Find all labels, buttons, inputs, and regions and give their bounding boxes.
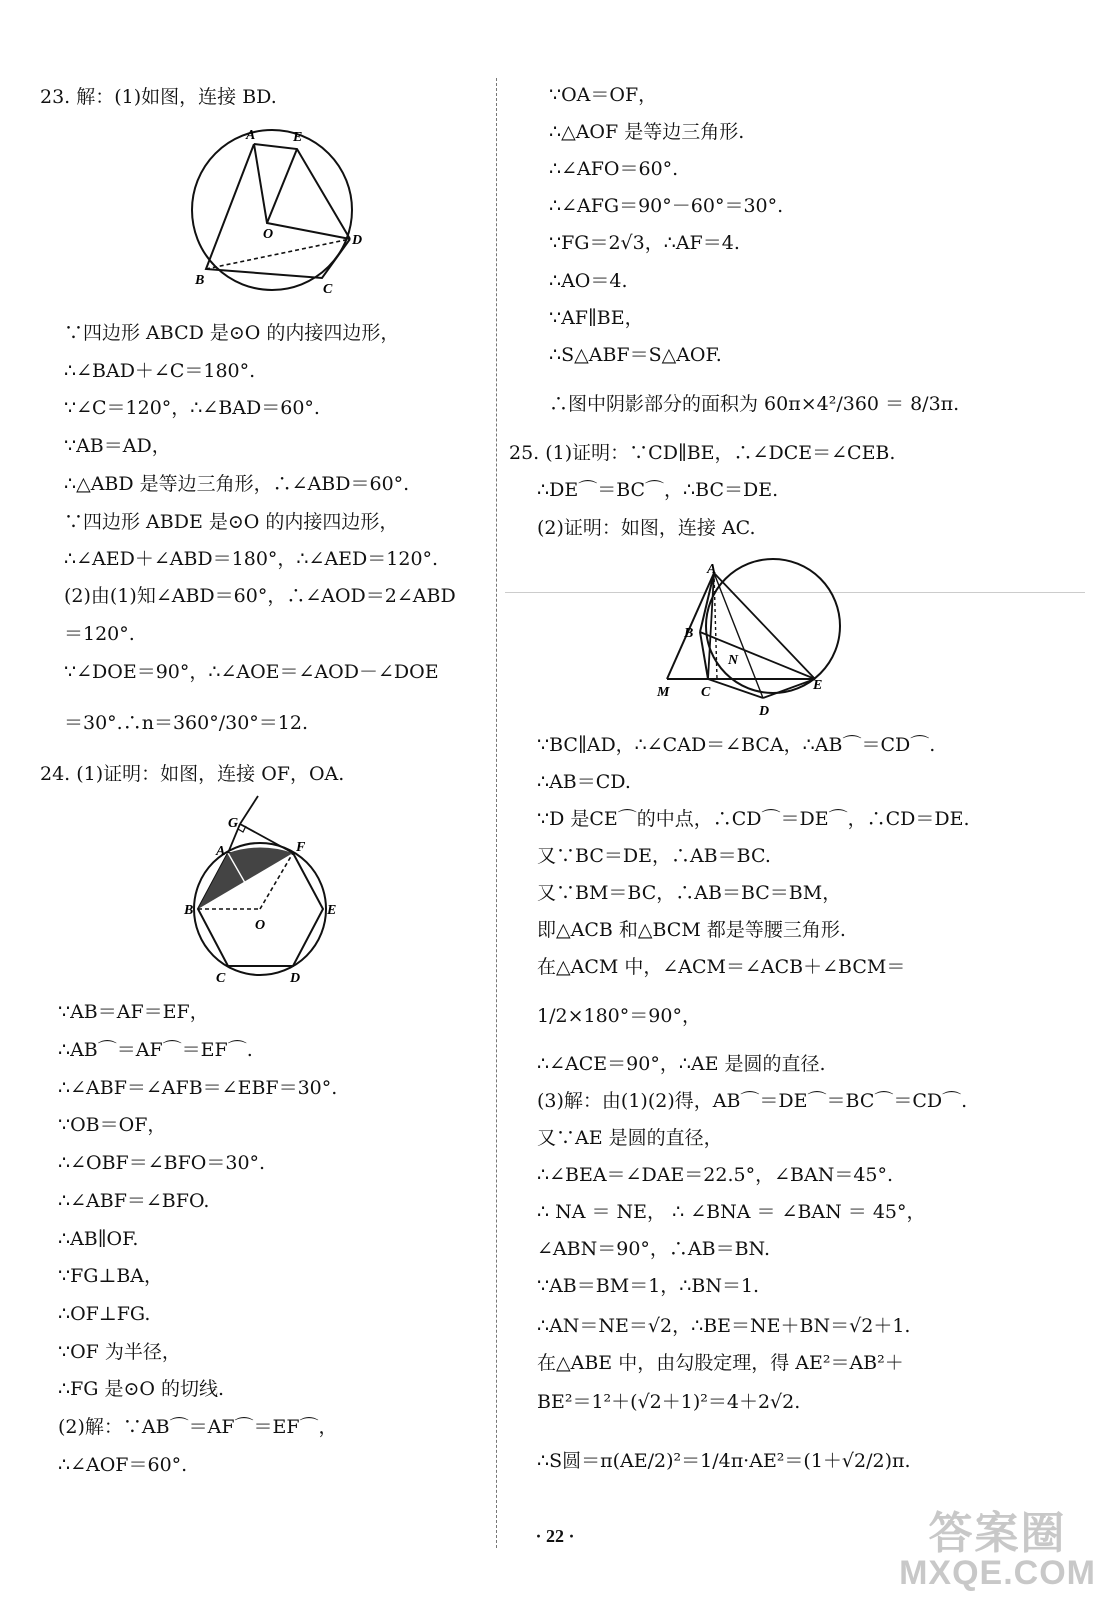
point-label: A xyxy=(216,844,226,859)
text-line: 1/2×180°＝90°， xyxy=(537,1005,701,1027)
point-label: F xyxy=(296,840,306,855)
text-line: 即△ACB 和△BCM 都是等腰三角形. xyxy=(537,919,846,941)
text-line: ∴△AOF 是等边三角形. xyxy=(549,121,745,143)
text-line: 25. (1)证明：∵CD∥BE，∴∠DCE＝∠CEB. xyxy=(509,442,896,464)
text-line: ∴FG 是⊙O 的切线. xyxy=(58,1378,225,1400)
point-label: E xyxy=(813,678,823,693)
text-line: 又∵BC＝DE，∴AB＝BC. xyxy=(537,845,771,867)
text-line: ∵FG＝2√3，∴AF＝4. xyxy=(549,232,740,254)
point-label: O xyxy=(255,918,266,933)
text-line: ∴∠BAD＋∠C＝180°. xyxy=(64,360,256,382)
point-label: A xyxy=(246,128,256,143)
text-line: ∠ABN＝90°，∴AB＝BN. xyxy=(537,1238,771,1260)
text-line: ∴AB⌒＝AF⌒＝EF⌒. xyxy=(58,1039,253,1061)
text-line: ∴S圆＝π(AE/2)²＝1/4π·AE²＝(1＋√2/2)π. xyxy=(537,1450,911,1472)
figure-25 xyxy=(655,558,855,718)
text-line: ∵D 是CE⌒的中点，∴CD⌒＝DE⌒，∴CD＝DE. xyxy=(537,808,970,830)
text-line: ∴图中阴影部分的面积为 60π×4²/360 ＝ 8/3π. xyxy=(549,393,960,415)
text-line: ＝30°.∴n＝360°/30°＝12. xyxy=(64,712,309,734)
text-line: 又∵AE 是圆的直径， xyxy=(537,1127,723,1149)
text-line: ∵AB＝AD， xyxy=(64,435,171,457)
point-label: O xyxy=(263,227,274,242)
text-line: ∴∠ABF＝∠BFO. xyxy=(58,1190,210,1212)
text-line: ∴DE⌒＝BC⌒，∴BC＝DE. xyxy=(537,479,779,501)
text-line: ∴AB＝CD. xyxy=(537,771,631,793)
watermark xyxy=(899,1509,1096,1592)
text-line: ∴∠BEA＝∠DAE＝22.5°，∠BAN＝45°. xyxy=(537,1164,894,1186)
text-line: ∵OA＝OF， xyxy=(549,84,658,106)
text-line: 24. (1)证明：如图，连接 OF，OA. xyxy=(40,763,345,785)
text-line: ∴∠ABF＝∠AFB＝∠EBF＝30°. xyxy=(58,1077,338,1099)
column-divider xyxy=(496,78,497,1548)
point-label: C xyxy=(216,971,226,986)
text-line: ∴AB∥OF. xyxy=(58,1228,139,1250)
point-label: D xyxy=(759,704,770,719)
text-line: ∴OF⊥FG. xyxy=(58,1303,151,1325)
text-line: ∴∠AOF＝60°. xyxy=(58,1454,188,1476)
text-line: 在△ABE 中，由勾股定理，得 AE²＝AB²＋ xyxy=(537,1352,904,1374)
text-line: ∴AN＝NE＝√2，∴BE＝NE＋BN＝√2＋1. xyxy=(537,1315,911,1337)
figure-23 xyxy=(180,120,380,300)
text-line: ∴S△ABF＝S△AOF. xyxy=(549,344,722,366)
page-number: · 22 · xyxy=(535,1526,575,1546)
text-line: ∵∠C＝120°，∴∠BAD＝60°. xyxy=(64,397,320,419)
point-label: B xyxy=(195,273,205,288)
text-line: ∴AO＝4. xyxy=(549,270,628,292)
text-line: ∴∠AFO＝60°. xyxy=(549,158,679,180)
text-line: ∵∠DOE＝90°，∴∠AOE＝∠AOD－∠DOE xyxy=(64,661,439,683)
figure-24 xyxy=(180,796,350,986)
text-line: ∴∠OBF＝∠BFO＝30°. xyxy=(58,1152,266,1174)
point-label: A xyxy=(707,562,717,577)
point-label: E xyxy=(293,130,303,145)
text-line: ∵OF 为半径， xyxy=(58,1341,181,1363)
text-line: 在△ACM 中，∠ACM＝∠ACB＋∠BCM＝ xyxy=(537,956,906,978)
point-label: C xyxy=(323,282,333,297)
point-label: E xyxy=(327,903,337,918)
text-line: BE²＝1²＋(√2＋1)²＝4＋2√2. xyxy=(537,1391,801,1413)
text-line: ＝120°. xyxy=(64,623,135,645)
text-line: ∴∠ACE＝90°，∴AE 是圆的直径. xyxy=(537,1053,826,1075)
text-line: ∴∠AED＋∠ABD＝180°，∴∠AED＝120°. xyxy=(64,548,439,570)
watermark-line: 答案圈 xyxy=(928,1509,1067,1558)
text-line: (2)证明：如图，连接 AC. xyxy=(537,517,756,539)
text-line: (2)解：∵AB⌒＝AF⌒＝EF⌒， xyxy=(58,1416,338,1438)
text-line: ∴ NA ＝ NE， ∴ ∠BNA ＝ ∠BAN ＝ 45°， xyxy=(537,1201,926,1223)
text-line: (2)由(1)知∠ABD＝60°，∴∠AOD＝2∠ABD xyxy=(64,585,456,607)
point-label: N xyxy=(728,653,739,668)
text-line: ∵BC∥AD，∴∠CAD＝∠BCA，∴AB⌒＝CD⌒. xyxy=(537,734,936,756)
text-line: ∵FG⊥BA， xyxy=(58,1265,164,1287)
point-label: D xyxy=(290,971,301,986)
text-line: ∵OB＝OF， xyxy=(58,1114,167,1136)
text-line: ∵四边形 ABDE 是⊙O 的内接四边形， xyxy=(64,511,399,533)
text-line: ∵AF∥BE， xyxy=(549,307,644,329)
text-line: ∴△ABD 是等边三角形，∴∠ABD＝60°. xyxy=(64,473,410,495)
text-line: 23. 解：(1)如图，连接 BD. xyxy=(40,86,277,108)
point-label: B xyxy=(684,626,694,641)
text-line: ∵AB＝BM＝1，∴BN＝1. xyxy=(537,1275,760,1297)
point-label: D xyxy=(352,233,363,248)
text-line: ∵AB＝AF＝EF， xyxy=(58,1001,209,1023)
text-line: ∵四边形 ABCD 是⊙O 的内接四边形， xyxy=(64,322,400,344)
point-label: M xyxy=(657,685,670,700)
point-label: C xyxy=(701,685,711,700)
point-label: B xyxy=(184,903,194,918)
text-line: 又∵BM＝BC，∴AB＝BC＝BM， xyxy=(537,882,842,904)
text-line: (3)解：由(1)(2)得，AB⌒＝DE⌒＝BC⌒＝CD⌒. xyxy=(537,1090,968,1112)
text-line: ∴∠AFG＝90°－60°＝30°. xyxy=(549,195,784,217)
point-label: G xyxy=(228,816,239,831)
watermark-line: MXQE.COM xyxy=(899,1554,1096,1592)
